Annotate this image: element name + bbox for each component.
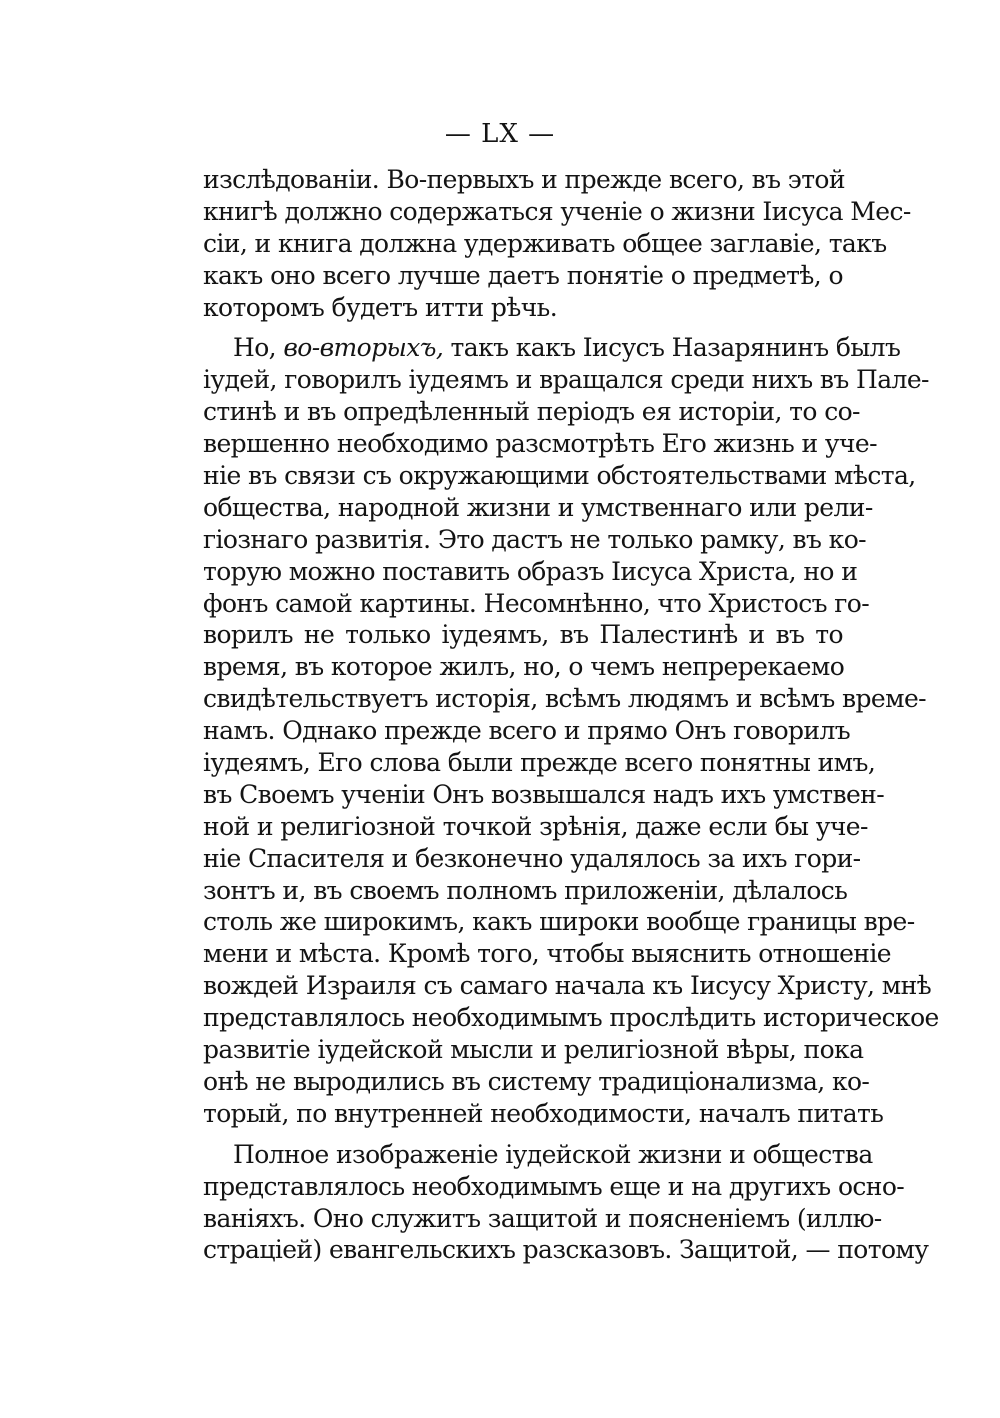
text-line: вождей Израиля съ самаго начала къ Іисусу Христу, мнѣ xyxy=(203,971,932,1001)
text-run: Но, xyxy=(233,333,284,363)
text-line: торую можно поставить образъ Іисуса Христа, но и xyxy=(203,556,858,586)
text-line: ніе Спасителя и безконечно удалялось за ихъ гори- xyxy=(203,843,861,873)
text-line xyxy=(203,332,901,364)
text-run: такъ какъ Іисусъ Назарянинъ былъ xyxy=(443,333,901,363)
text-line: онѣ не выродились въ систему традиціонализма, ко- xyxy=(203,1066,870,1096)
text-line: ворилъ не только іудеямъ, въ Палестинѣ и въ то xyxy=(203,620,843,650)
text-line: развитіе іудейской мысли и религіозной вѣры, пока xyxy=(203,1035,864,1065)
text-line: стинѣ и въ опредѣленный періодъ ея исторіи, то со- xyxy=(203,397,860,427)
text-line: Полное изображеніе іудейской жизни и общества xyxy=(233,1139,873,1169)
text-line: іудеямъ, Его слова были прежде всего понятны имъ, xyxy=(203,748,876,778)
paragraph xyxy=(203,332,939,1129)
text-line: ной и религіозной точкой зрѣнія, даже если бы уче- xyxy=(203,811,868,841)
body-text xyxy=(203,164,939,1266)
text-line: вершенно необходимо разсмотрѣть Его жизнь и уче- xyxy=(203,429,877,459)
text-line: ніе въ связи съ окружающими обстоятельствами мѣста, xyxy=(203,461,916,491)
text-line: намъ. Однако прежде всего и прямо Онъ говорилъ xyxy=(203,716,851,746)
page-number: — LX — xyxy=(444,119,556,149)
text-line: торый, по внутренней необходимости, началъ питать xyxy=(203,1098,884,1128)
italic-emphasis: во-вторыхъ, xyxy=(283,333,444,363)
text-line: какъ оно всего лучше даетъ понятіе о предметѣ, о xyxy=(203,260,843,290)
text-line: сіи, и книга должна удерживать общее заглавіе, такъ xyxy=(203,228,887,258)
text-line: гіознаго развитія. Это дастъ не только рамку, въ ко- xyxy=(203,524,866,554)
text-line: изслѣдованіи. Во-первыхъ и прежде всего, въ этой xyxy=(203,165,845,194)
text-line: въ Своемъ ученіи Онъ возвышался надъ ихъ умствен- xyxy=(203,779,885,809)
text-line: іудей, говорилъ іудеямъ и вращался среди нихъ въ Пале- xyxy=(203,365,929,395)
text-line: книгѣ должно содержаться ученіе о жизни Іисуса Мес- xyxy=(203,196,911,226)
text-line: фонъ самой картины. Несомнѣнно, что Христосъ го- xyxy=(203,588,870,618)
text-line: представлялось необходимымъ еще и на другихъ осно- xyxy=(203,1171,905,1201)
text-line: ваніяхъ. Оно служитъ защитой и поясненіемъ (иллю- xyxy=(203,1203,882,1233)
text-line: страціей) евангельскихъ разсказовъ. Защитой, — потому xyxy=(203,1235,929,1265)
paragraph xyxy=(203,1139,929,1267)
text-line: общества, народной жизни и умственнаго или рели- xyxy=(203,492,873,522)
text-line: мени и мѣста. Кромѣ того, чтобы выяснить отношеніе xyxy=(203,939,891,969)
text-line: свидѣтельствуетъ исторія, всѣмъ людямъ и всѣмъ време- xyxy=(203,684,927,714)
paragraph xyxy=(203,164,911,323)
text-line: представлялось необходимымъ прослѣдить историческое xyxy=(203,1003,939,1033)
text-line: время, въ которое жилъ, но, о чемъ непререкаемо xyxy=(203,652,845,682)
text-line: столь же широкимъ, какъ широки вообще границы вре- xyxy=(203,907,915,937)
text-line: зонтъ и, въ своемъ полномъ приложеніи, дѣлалось xyxy=(203,875,848,905)
text-line: которомъ будетъ итти рѣчь. xyxy=(203,292,558,322)
